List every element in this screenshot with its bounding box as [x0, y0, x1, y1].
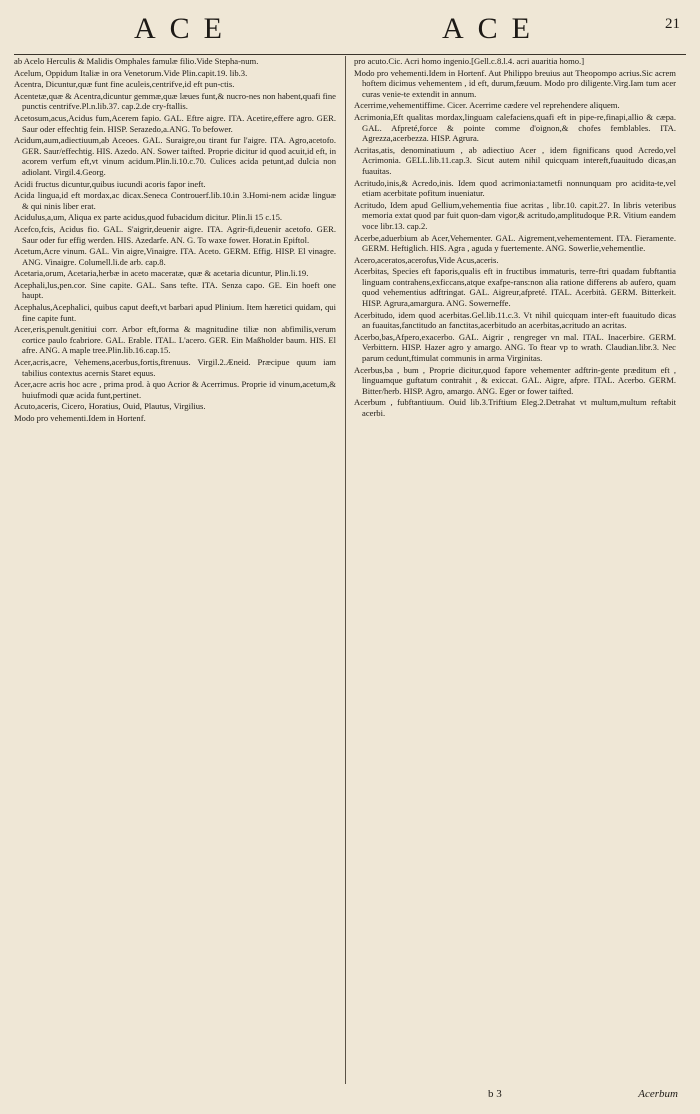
dictionary-entry: Acephali,lus,pen.cor. Sine capite. GAL. Sans tefte. ITA. Senza capo. GE. Ein hoeft one haupt. — [14, 279, 336, 301]
signature-mark: b 3 — [488, 1088, 502, 1100]
page-footer — [0, 1088, 700, 1106]
dictionary-entry: Acerbe,aduerbium ab Acer,Vehementer. GAL. Aigrement,vehementement. ITA. Fieramente. GERM. Heftiglich. HIS. Agra , aguda y fuertemente. ANG. Sowerlie,vehementlie. — [354, 232, 676, 254]
dictionary-entry: Acetum,Acre vinum. GAL. Vin aigre,Vinaigre. ITA. Aceto. GERM. Effig. HISP. El vinagre. ANG. Vinaigre. Columell.li.de arb. cap.8. — [14, 246, 336, 267]
dictionary-entry: Acritudo,inis,& Acredo,inis. Idem quod acrimonia:tametfi nonnunquam pro acidita-te,vel etiam acerbitate pofitum inueniatur. — [354, 177, 676, 199]
running-header — [14, 10, 686, 55]
dictionary-entry: Acentetæ,quæ & Acentra,dicuntur gemmæ,quæ læues funt,& nucro-nes non habent,quafi fine punctis centrifve.Pl.n.lib.37. cap.2.de cry-ftallis. — [14, 90, 336, 112]
dictionary-entry: Acer,acris,acre, Vehemens,acerbus,fortis,ftrenuus. Virgil.2.Æneid. Præcipue quum iam tabilius contextus acernis Staret equus. — [14, 357, 336, 378]
dictionary-entry: Acuto,aceris, Cicero, Horatius, Ouid, Plautus, Virgilius. — [14, 401, 206, 412]
dictionary-entry: Acidum,aum,adiectiuum,ab Aceoes. GAL. Suraigre,ou tirant fur l'aigre. ITA. Agro,acetofo. GER. Saur/effechtig. HIS. Azedo. AN. Sower taifted. Proprie dicitur id quod acuit,id eft, in acorem verfum eft,vt vinum acidum.Plin.li.10.c.70. Culices acida petunt,ad dulcia non adiolant. Virgil.4.Georg. — [14, 135, 336, 177]
dictionary-entry: Acerbus,ba , bum , Proprie dicitur,quod fapore vehementer adftrin-gente præditum eft , linguamque guftatum contrahit , & exiccat. GAL. Aigre, afpre. ITAL. Acerbo. GERM. Bitter/herb. HISP. Agro, amargo. ANG. Eger or fower taifted. — [354, 364, 676, 396]
right-column — [354, 56, 676, 1084]
dictionary-entry: Acer,eris,penult.genitiui corr. Arbor eft,forma & magnitudine tiliæ non abfimilis,verum cortice paulo fcabriore. GAL. Erable. ITAL. L'acero. GER. Ein Maßholder baum. HIS. El afre. ANG. A maple tree.Plin.lib.16.cap.15. — [14, 324, 336, 356]
dictionary-entry: Acritas,atis, denominatiuum , ab adiectiuo Acer , idem fignificans quod Acredo,vel Acrimonia. GELL.lib.11.cap.3. Sicut autem nihil quicquam intereft,fuauitudo dicas,an fuauitas. — [354, 144, 676, 176]
header-right-word: ACE — [442, 12, 544, 45]
dictionary-entry: Acerrime,vehementiffime. Cicer. Acerrime cædere vel reprehendere aliquem. — [354, 100, 620, 111]
dictionary-entry: Acentra, Dicuntur,quæ funt fine aculeis,centrifve,id eft pun-ctis. — [14, 79, 235, 90]
page-number: 21 — [665, 16, 680, 32]
dictionary-entry: ab Acelo Herculis & Malidis Omphales famulæ filio.Vide Stepha-num. — [14, 56, 259, 66]
dictionary-entry: Acidi fructus dicuntur,quibus iucundi acoris fapor ineft. — [14, 178, 206, 189]
dictionary-entry: Acrimonia,Eft qualitas mordax,linguam calefaciens,quafi eft in pipe-re,finapi,allio & cæpa. GAL. Afpreté,force & pointe comme d'oignon,& chofes femblables. ITA. Agrezza,acerbezza. HISP. Agrura. — [354, 111, 676, 144]
catchword: Acerbum — [638, 1088, 678, 1100]
column-rule — [345, 56, 346, 1084]
dictionary-entry: Acidulus,a,um, Aliqua ex parte acidus,quod fubacidum dicitur. Plin.li 15 c.15. — [14, 212, 283, 223]
dictionary-entry: Acer,acre acris hoc acre , prima prod. à quo Acrior & Acerrimus. Proprie id vinum,acetum,& huiufmodi quæ acida funt,pertinet. — [14, 379, 336, 400]
dictionary-entry: Modo pro vehementi.Idem in Hortenf. — [14, 413, 146, 423]
dictionary-entry: Acida lingua,id eft mordax,ac dicax.Seneca Controuerf.lib.10.in 3.Homi-nem acidæ linguæ & qui ninis liber erat. — [14, 190, 336, 211]
dictionary-entry: Acritudo, Idem apud Gellium,vehementia fiue acritas , libr.10. capit.27. In libris veteribus memoria extat quod par fuit quon-dam vigor,& acritudo,amplitudoque P.R. Vitium eandem voce libr.13. cap.2. — [354, 199, 676, 231]
header-left-word: ACE — [134, 12, 236, 45]
dictionary-entry: Acero,aceratos,acerofus,Vide Acus,aceris. — [354, 254, 499, 265]
dictionary-entry: Acetosum,acus,Acidus fum,Acerem fapio. GAL. Eftre aigre. ITA. Acetire,effere agro. GER. Saur oder effechtig fein. HISP. Serazedo,a.ANG. To befower. — [14, 112, 336, 134]
dictionary-entry: Acephalus,Acephalici, quibus caput deeft,vt barbari apud Plinium. Item hæretici quidam, qui fine capite funt. — [14, 302, 336, 323]
dictionary-entry: Acetaria,orum, Acetaria,herbæ in aceto maceratæ, quæ & acetaria dicuntur, Plin.li.19. — [14, 268, 309, 279]
dictionary-entry: Acerbo,bas,Afpero,exacerbo. GAL. Aigrir , rengreger vn mal. ITAL. Inacerbire. GERM. Verbittern. HISP. Hazer agro y amargo. ANG. To ftear vp to wrath. Claudian.libr.3. Nec parum cedunt,ftimulat communis in arma Virginitas. — [354, 331, 676, 364]
left-column — [14, 56, 336, 1084]
dictionary-entry: Acefco,fcis, Acidus fio. GAL. S'aigrir,deuenir aigre. ITA. Agrir-fi,deuenir acetofo. GER. Saur oder fur effig werden. HIS. Azedarfe. AN. G. To waxe fower. Horat.in Epiftol. — [14, 223, 336, 245]
dictionary-entry: pro acuto.Cic. Acri homo ingenio.[Gell.c.8.l.4. acri auaritia homo.] — [354, 56, 585, 66]
dictionary-entry: Acerbitudo, idem quod acerbitas.Gel.lib.11.c.3. Vt nihil quicquam inter-eft fuauitudo dicas an fuauitas,fanctitudo an fanctitas,acerbitudo an acerbitas,acritudo an acritas. — [354, 309, 676, 331]
dictionary-entry: Acelum, Oppidum Italiæ in ora Venetorum.Vide Plin.capit.19. lib.3. — [14, 67, 248, 78]
text-columns — [14, 56, 686, 1084]
dictionary-entry: Modo pro vehementi.Idem in Hortenf. Aut Philippo breuius aut Theopompo acrius.Sic acrem hoftem dicimus vehementem , id eft, durum,fæuum. Modo pro diligente.Virg.Iam tum acer curas venie-te extendit in annum. — [354, 67, 676, 99]
dictionary-entry: Acerbitas, Species eft faporis,qualis eft in fructibus immaturis, terre-ftri quadam fubftantia linguam contrahens,exficcans,atque exafpe-rans:non alia ratione differens ab aufero, quam quod vehementius adftringat. GAL. Aigreur,afpreté. ITAL. Acerbità. GERM. Bitterkeit. HISP. Agrura,amargura. ANG. Sowerneffe. — [354, 266, 676, 309]
dictionary-entry: Acerbum , fubftantiuum. Ouid lib.3.Triftium Eleg.2.Detrahat vt multum,multum reftabit acerbi. — [354, 397, 676, 418]
